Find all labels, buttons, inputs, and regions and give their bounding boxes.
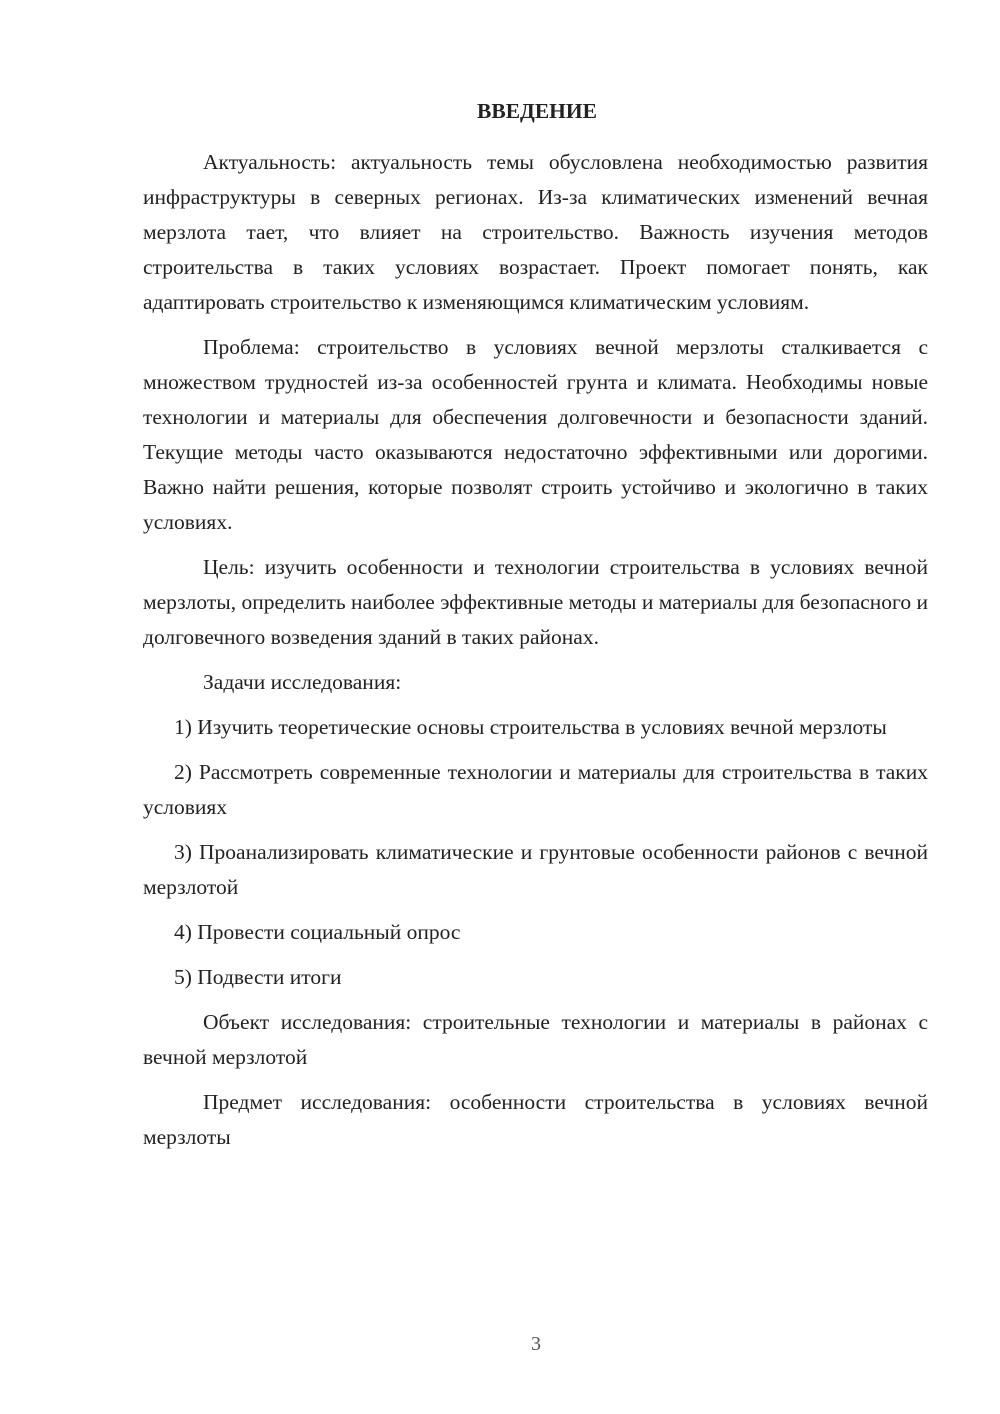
document-page	[143, 95, 928, 1155]
task-item: 1) Изучить теоретические основы строительства в условиях вечной мерзлоты	[174, 715, 887, 739]
object-paragraph: Объект исследования: строительные технологии и материалы в районах с вечной мерзлотой	[143, 1010, 928, 1069]
page-number: 3	[531, 1333, 541, 1355]
goal-paragraph: Цель: изучить особенности и технологии строительства в условиях вечной мерзлоты, определить наиболее эффективные методы и материалы для безопасного и долговечного возведения зданий в таких районах.	[143, 555, 928, 649]
task-item: 3) Проанализировать климатические и грунтовые особенности районов с вечной мерзлотой	[143, 840, 928, 899]
task-item: 4) Провести социальный опрос	[174, 920, 461, 944]
problem-paragraph: Проблема: строительство в условиях вечной мерзлоты сталкивается с множеством трудностей из-за особенностей грунта и климата. Необходимы новые технологии и материалы для обеспечения долговечности и безопасности зданий. Текущие методы часто оказываются недостаточно эффективными или дорогими. Важно найти решения, которые позволят строить устойчиво и экологично в таких условиях.	[143, 335, 928, 534]
page-title: ВВЕДЕНИЕ	[477, 99, 597, 123]
tasks-list	[143, 710, 928, 995]
task-item: 2) Рассмотреть современные технологии и материалы для строительства в таких условиях	[143, 760, 928, 819]
subject-paragraph: Предмет исследования: особенности строительства в условиях вечной мерзлоты	[143, 1090, 928, 1149]
relevance-paragraph: Актуальность: актуальность темы обусловлена необходимостью развития инфраструктуры в северных регионах. Из-за климатических изменений вечная мерзлота тает, что влияет на строительство. Важность изучения методов строительства в таких условиях возрастает. Проект помогает понять, как адаптировать строительство к изменяющимся климатическим условиям.	[143, 150, 928, 314]
tasks-heading: Задачи исследования:	[203, 670, 402, 694]
task-item: 5) Подвести итоги	[174, 965, 342, 989]
